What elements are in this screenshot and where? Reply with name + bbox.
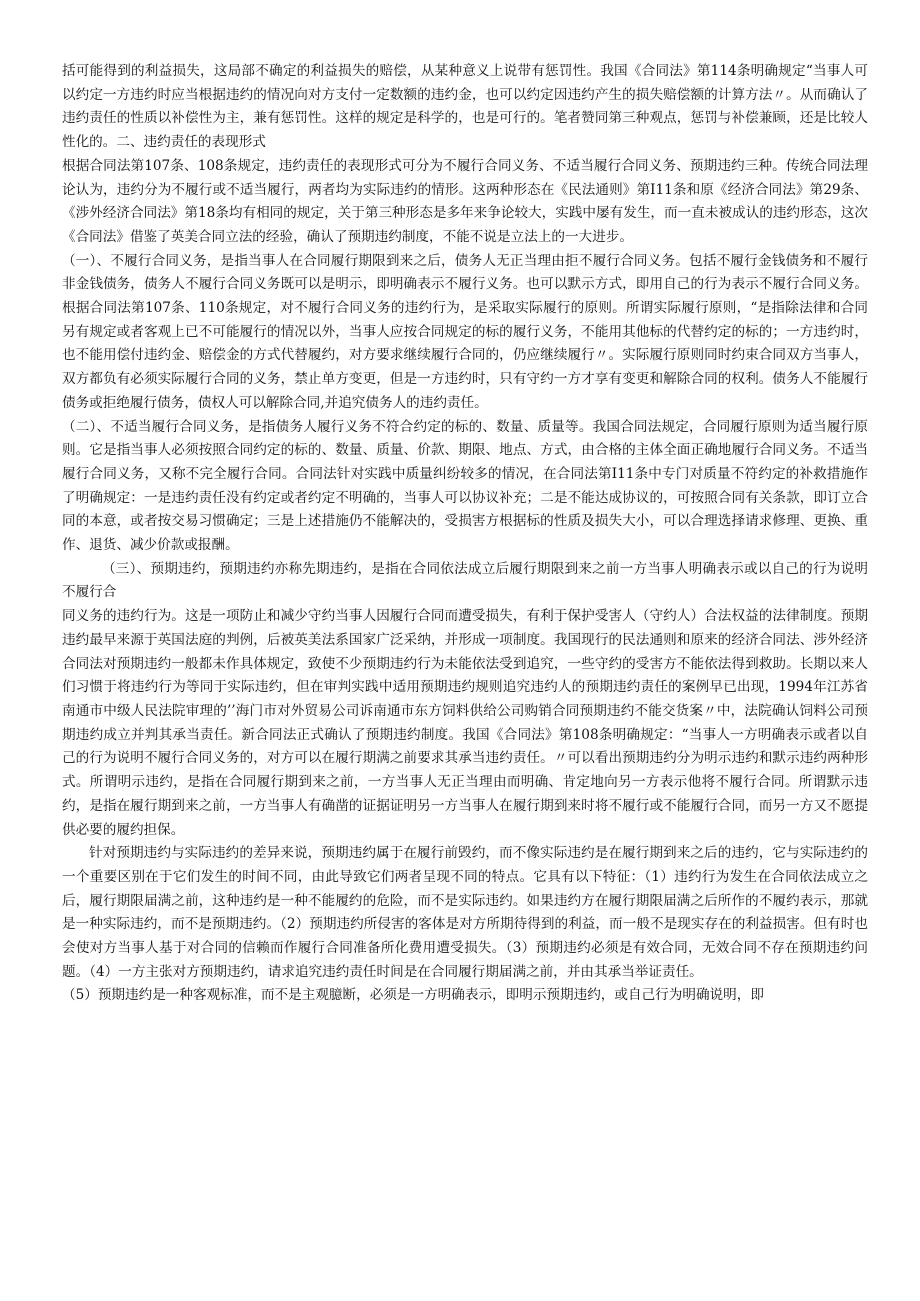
paragraph-improper-performance: （二）、不适当履行合同义务，是指债务人履行义务不符合约定的标的、数量、质量等。我国合同法规定，合同履行原则为适当履行原则。它是指当事人必须按照合同约定的标的、数量、质量、价款、期限、地点、方式，由合格的主体全面正确地履行合同义务。不适当履行合同义务，又称不完全履行合同。合同法针对实践中质量纠纷较多的情况，在合同法第I11条中专门对质量不符约定的补救措施作了明确规定：一是违约责任没有约定或者约定不明确的，当事人可以协议补充；二是不能达成协议的，可按照合同有关条款，即订立合同的本意，或者按交易习惯确定；三是上述措施仍不能解决的，受损害方根据标的性质及损失大小，可以合理选择请求修理、更换、重作、退货、减少价款或报酬。 bbox=[62, 418, 868, 554]
paragraph-anticipatory-breach-body: 同义务的违约行为。这是一项防止和减少守约当事人因履行合同而遭受损失，有利于保护受害人（守约人）合法权益的法律制度。预期违约最早来源于英国法庭的判例，后被英美法系国家广泛采纳，并形成一项制度。我国现行的民法通则和原来的经济合同法、涉外经济合同法对预期违约一般都未作具体规定，致使不少预期违约行为未能依法受到追究，一些守约的受害方不能依法得到救助。长期以来人们习惯于将违约行为等同于实际违约，但在审判实践中适用预期违约规则追究违约人的预期违约责任的案例早已出现，1994年江苏省南通市中级人民法院审理的’’海门市对外贸易公司诉南通市东方饲料供给公司购销合同预期违约不能交货案〃中，法院确认饲料公司预期违约成立并判其承当责任。新合同法正式确认了预期违约制度。我国《合同法》第108条明确规定：“当事人一方明确表示或者以自己的行为说明不履行合同义务的，对方可以在履行期满之前要求其承当违约责任。〃可以看出预期违约分为明示违约和默示违约两种形式。所谓明示违约，是指在合同履行期到来之前，一方当事人无正当理由而明确、肯定地向另一方表示他将不履行合同。所谓默示违约，是指在履行期到来之前，一方当事人有确凿的证据证明另一方当事人在履行期到来时将不履行或不能履行合同，而另一方又不愿提供必要的履约担保。 bbox=[62, 608, 868, 838]
paragraph-anticipatory-breach-heading: （三）、预期违约，预期违约亦称先期违约，是指在合同依法成立后履行期限到来之前一方当事人明确表示或以自己的行为说明不履行合 bbox=[62, 560, 868, 601]
paragraph-breach-features: 针对预期违约与实际违约的差异来说，预期违约属于在履行前毁约，而不像实际违约是在履行期到来之后的违约，它与实际违约的一个重要区别在于它们发生的时间不同，由此导致它们两者呈现不同的特点。它具有以下特征：（1）违约行为发生在合同依法成立之后，履行期限届满之前，这种违约是一种不能履约的危险，而不是实际违约。如果违约方在履行期限届满之后所作的不履约表示，那就是一种实际违约，而不是预期违约。（2）预期违约所侵害的客体是对方所期待得到的利益，而一般不是现实存在的利益损害。但有时也会使对方当事人基于对合同的信赖而作履行合同准备所化费用遭受损失。（3）预期违约必须是有效合同，无效合同不存在预期违约问题。（4）一方主张对方预期违约，请求追究违约责任时间是在合同履行期届满之前，并由其承当举证责任。 bbox=[62, 845, 868, 980]
paragraph-forms-of-liability: 根据合同法第107条、108条规定，违约责任的表现形式可分为不履行合同义务、不适当履行合同义务、预期违约三种。传统合同法理论认为，违约分为不履行或不适当履行，两者均为实际违约的情形。这两种形态在《民法通则》第I11条和原《经济合同法》第29条、《涉外经济合同法》第18条均有相同的规定，关于第三种形态是多年来争论较大，实践中屡有发生，而一直未被成认的违约形态，这次《合同法》借鉴了英美合同立法的经验，确认了预期违约制度，不能不说是立法上的一大进步。 bbox=[62, 157, 868, 245]
paragraph-objective-standard: （5）预期违约是一种客观标准，而不是主观臆断，必须是一方明确表示，即明示预期违约，或自己行为明确说明，即 bbox=[62, 987, 764, 1004]
paragraph-non-performance: （一）、不履行合同义务，是指当事人在合同履行期限到来之后，债务人无正当理由拒不履行合同义务。包括不履行金钱债务和不履行非金钱债务，债务人不履行合同义务既可以是明示，即明确表示不履行义务。也可以默示方式，即用自己的行为表示不履行合同义务。根据合同法第107条、110条规定，对不履行合同义务的违约行为，是采取实际履行的原则。所谓实际履行原则，“是指除法律和合同另有规定或者客观上已不可能履行的情况以外，当事人应按合同规定的标的履行义务，不能用其他标的代替约定的标的；一方违约时，也不能用偿付违约金、赔偿金的方式代替履约，对方要求继续履行合同的，仍应继续履行〃。实际履行原则同时约束合同双方当事人，双方都负有必须实际履行合同的义务，禁止单方变更，但是一方违约时，只有守约一方才享有变更和解除合同的权利。债务人不能履行债务或拒绝履行债务，债权人可以解除合同,并追究债务人的违约责任。 bbox=[62, 252, 868, 411]
document-page bbox=[62, 60, 868, 1008]
paragraph-penalty-nature: 括可能得到的利益损失，这局部不确定的利益损失的赔偿，从某种意义上说带有惩罚性。我国《合同法》第114条明确规定“当事人可以约定一方违约时应当根据违约的情况向对方支付一定数额的违约金，也可以约定因违约产生的损失赔偿额的计算方法〃。从而确认了违约责任的性质以补偿性为主，兼有惩罚性。这样的规定是科学的，也是可行的。笔者赞同第三种观点，惩罚与补偿兼顾，还是比较人性化的。二、违约责任的表现形式 bbox=[62, 63, 868, 151]
